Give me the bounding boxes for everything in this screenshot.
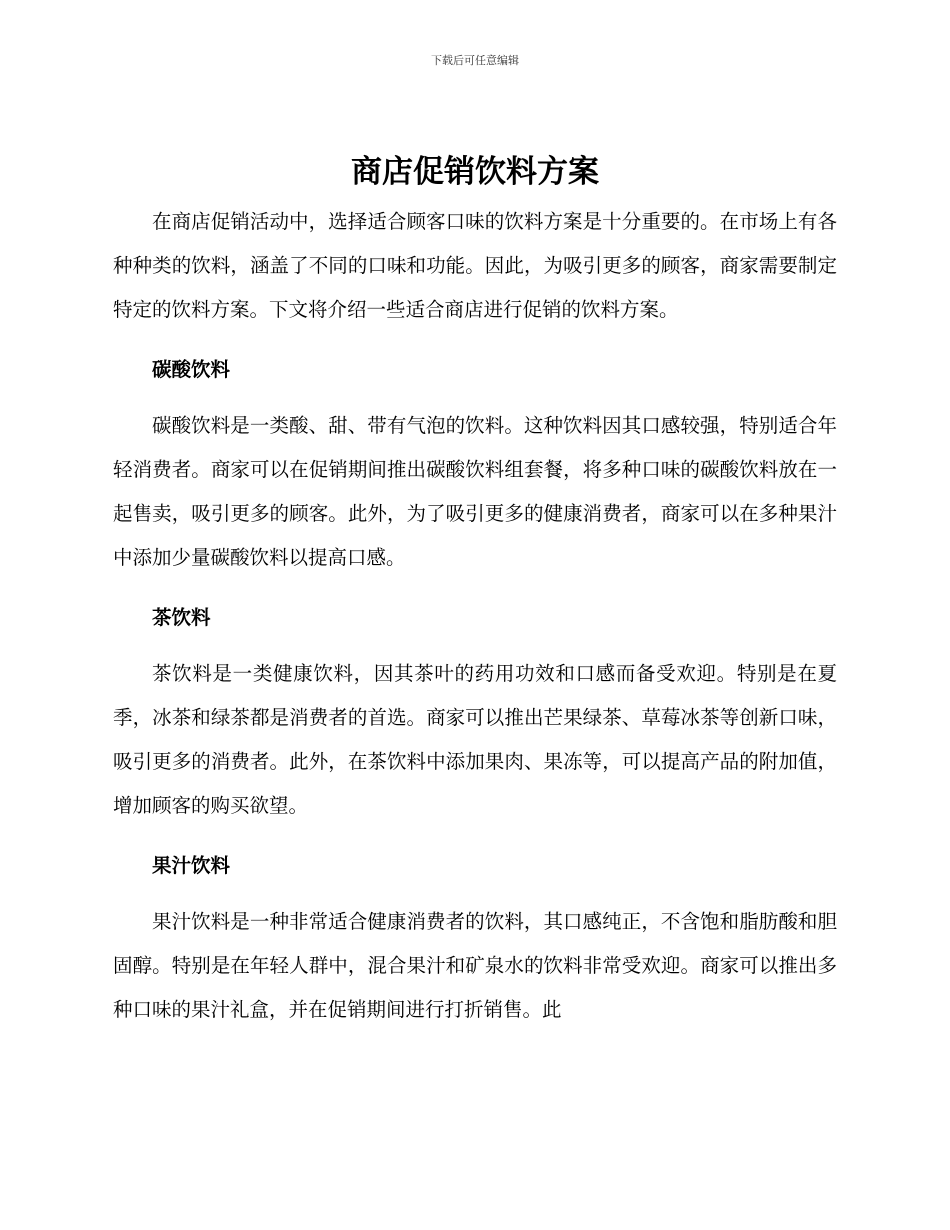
section-body-juice: 果汁饮料是一种非常适合健康消费者的饮料，其口感纯正，不含饱和脂肪酸和胆固醇。特别是在年轻人群中，混合果汁和矿泉水的饮料非常受欢迎。商家可以推出多种口味的果汁礼盒，并在促销期间进行打折销售。此 bbox=[113, 910, 837, 1021]
section-heading-juice: 果汁饮料 bbox=[152, 854, 231, 877]
document-body bbox=[113, 200, 837, 1032]
section-heading-carbonated: 碳酸饮料 bbox=[152, 358, 231, 381]
document-title: 商店促销饮料方案 bbox=[351, 154, 599, 190]
section-heading-tea: 茶饮料 bbox=[152, 606, 211, 629]
page-header: 下载后可任意编辑 bbox=[431, 54, 519, 67]
section-body-carbonated: 碳酸饮料是一类酸、甜、带有气泡的饮料。这种饮料因其口感较强，特别适合年轻消费者。商家可以在促销期间推出碳酸饮料组套餐，将多种口味的碳酸饮料放在一起售卖，吸引更多的顾客。此外，为了吸引更多的健康消费者，商家可以在多种果汁中添加少量碳酸饮料以提高口感。 bbox=[113, 414, 837, 569]
intro-paragraph: 在商店促销活动中，选择适合顾客口味的饮料方案是十分重要的。在市场上有各种种类的饮料，涵盖了不同的口味和功能。因此，为吸引更多的顾客，商家需要制定特定的饮料方案。下文将介绍一些适合商店进行促销的饮料方案。 bbox=[113, 210, 837, 321]
section-body-tea: 茶饮料是一类健康饮料，因其茶叶的药用功效和口感而备受欢迎。特别是在夏季，冰茶和绿茶都是消费者的首选。商家可以推出芒果绿茶、草莓冰茶等创新口味，吸引更多的消费者。此外，在茶饮料中添加果肉、果冻等，可以提高产品的附加值，增加顾客的购买欲望。 bbox=[113, 662, 837, 817]
